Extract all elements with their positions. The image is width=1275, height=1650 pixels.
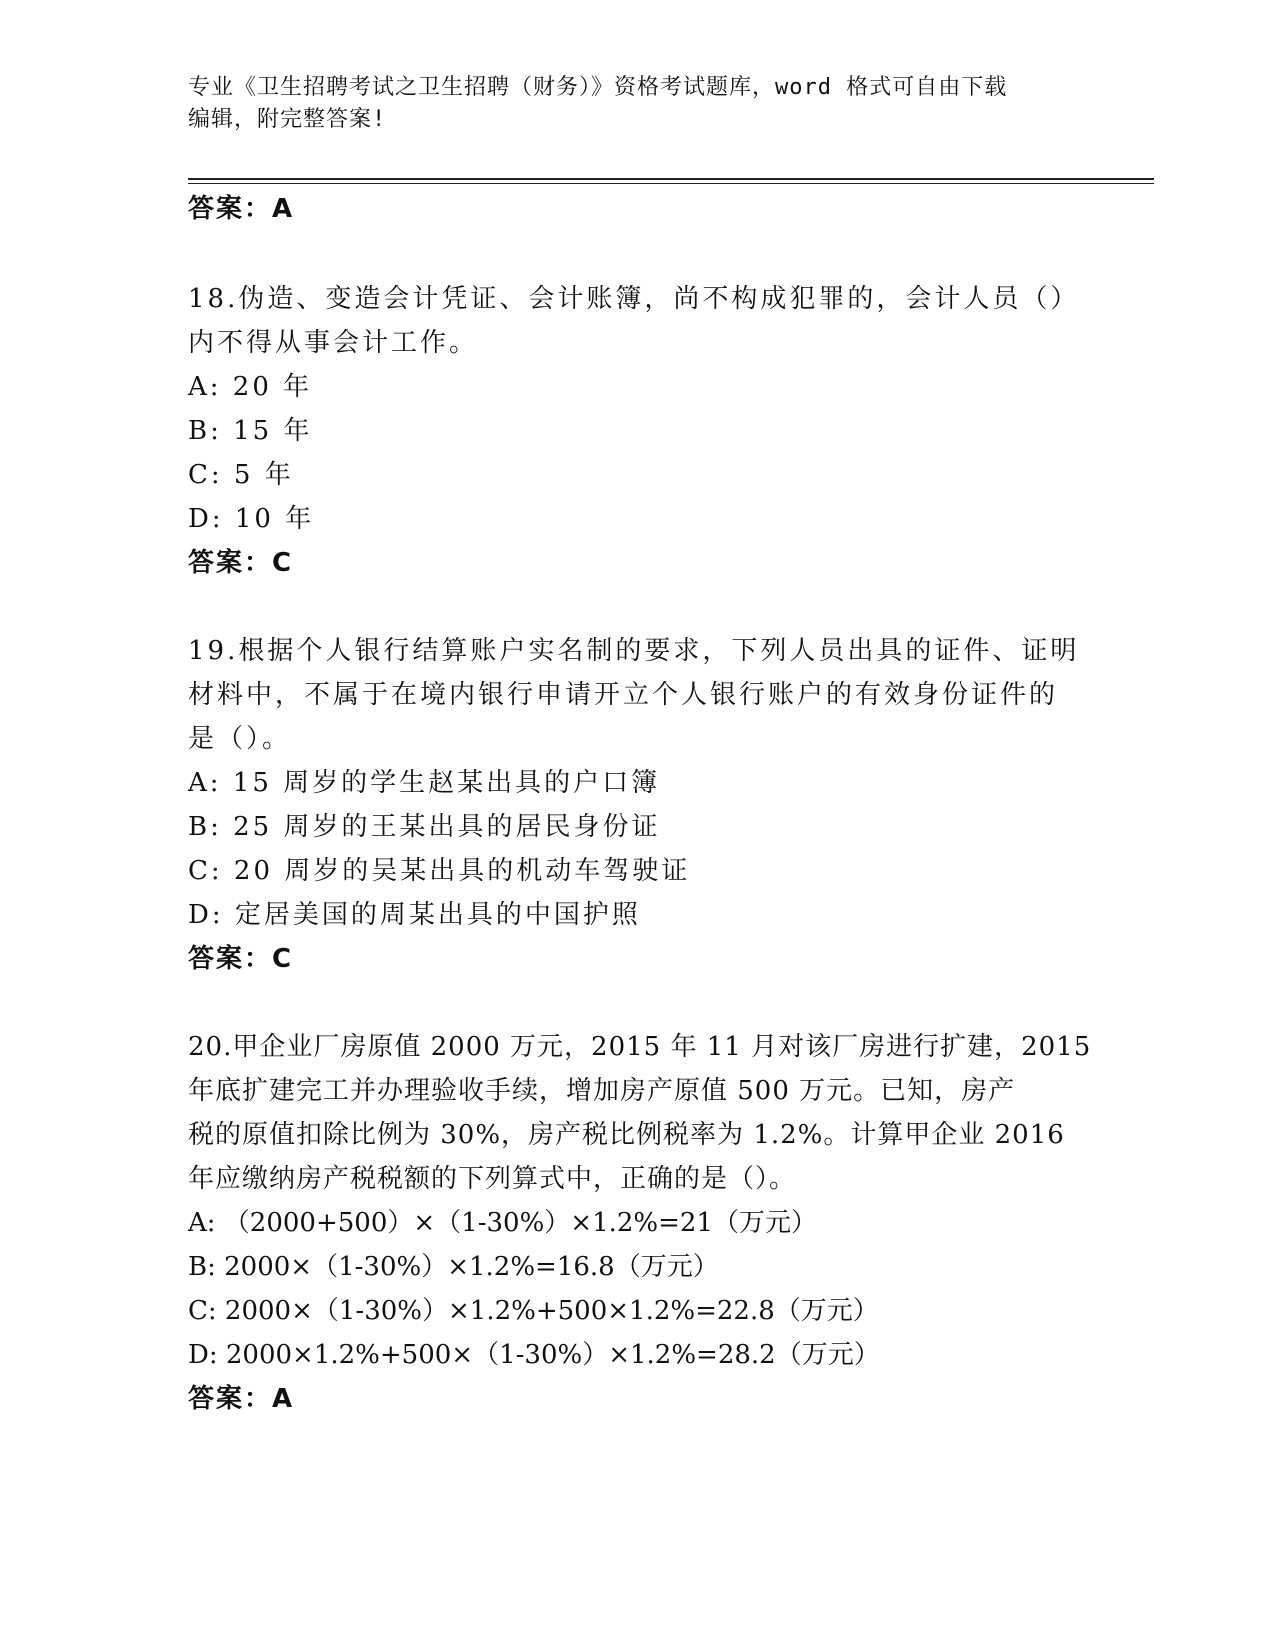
- header-line-1: 专业《卫生招聘考试之卫生招聘（财务）》资格考试题库，word 格式可自由下载: [188, 75, 1008, 100]
- question-20-option-a: A: （2000+500）×（1-30%）×1.2%=21（万元）: [188, 1208, 817, 1238]
- question-19-option-d: D: 定居美国的周某出具的中国护照: [188, 900, 641, 930]
- question-20-stem-line-3: 税的原值扣除比例为 30%，房产税比例税率为 1.2%。计算甲企业 2016: [188, 1120, 1065, 1150]
- question-20-stem-line-2: 年底扩建完工并办理验收手续，增加房产原值 500 万元。已知，房产: [188, 1076, 1016, 1106]
- question-18-option-b: B: 15 年: [188, 416, 313, 446]
- question-18-option-d: D: 10 年: [188, 504, 315, 534]
- question-19-option-b: B: 25 周岁的王某出具的居民身份证: [188, 812, 661, 842]
- header-divider-thin: [188, 183, 1154, 184]
- question-19-stem-line-1: 19.根据个人银行结算账户实名制的要求，下列人员出具的证件、证明: [188, 636, 1080, 666]
- header-line-2: 编辑，附完整答案!: [188, 107, 387, 132]
- question-20-stem-line-4: 年应缴纳房产税税额的下列算式中，正确的是（）。: [188, 1164, 797, 1194]
- document-header: [188, 72, 1068, 136]
- question-19-option-c: C: 20 周岁的吴某出具的机动车驾驶证: [188, 856, 691, 886]
- question-18-stem-line-1: 18.伪造、变造会计凭证、会计账簿，尚不构成犯罪的，会计人员（）: [188, 284, 1080, 314]
- question-20-answer: 答案：A: [188, 1384, 295, 1414]
- question-19-stem-line-2: 材料中，不属于在境内银行申请开立个人银行账户的有效身份证件的: [188, 680, 1059, 710]
- question-18-option-c: C: 5 年: [188, 460, 294, 490]
- question-18-option-a: A: 20 年: [188, 372, 313, 402]
- header-divider-thick: [188, 178, 1154, 180]
- question-20-stem-line-1: 20.甲企业厂房原值 2000 万元，2015 年 11 月对该厂房进行扩建，2015: [188, 1032, 1092, 1062]
- question-18-answer: 答案：C: [188, 548, 294, 578]
- question-19-option-a: A: 15 周岁的学生赵某出具的户口簿: [188, 768, 661, 798]
- question-20-option-d: D: 2000×1.2%+500×（1-30%）×1.2%=28.2（万元）: [188, 1340, 880, 1370]
- question-20-option-c: C: 2000×（1-30%）×1.2%+500×1.2%=22.8（万元）: [188, 1296, 879, 1326]
- question-19-stem-line-3: 是（）。: [188, 724, 292, 754]
- question-20-option-b: B: 2000×（1-30%）×1.2%=16.8（万元）: [188, 1252, 719, 1282]
- question-18-stem-line-2: 内不得从事会计工作。: [188, 328, 479, 358]
- prev-question-answer: 答案：A: [188, 194, 295, 224]
- question-19-answer: 答案：C: [188, 944, 294, 974]
